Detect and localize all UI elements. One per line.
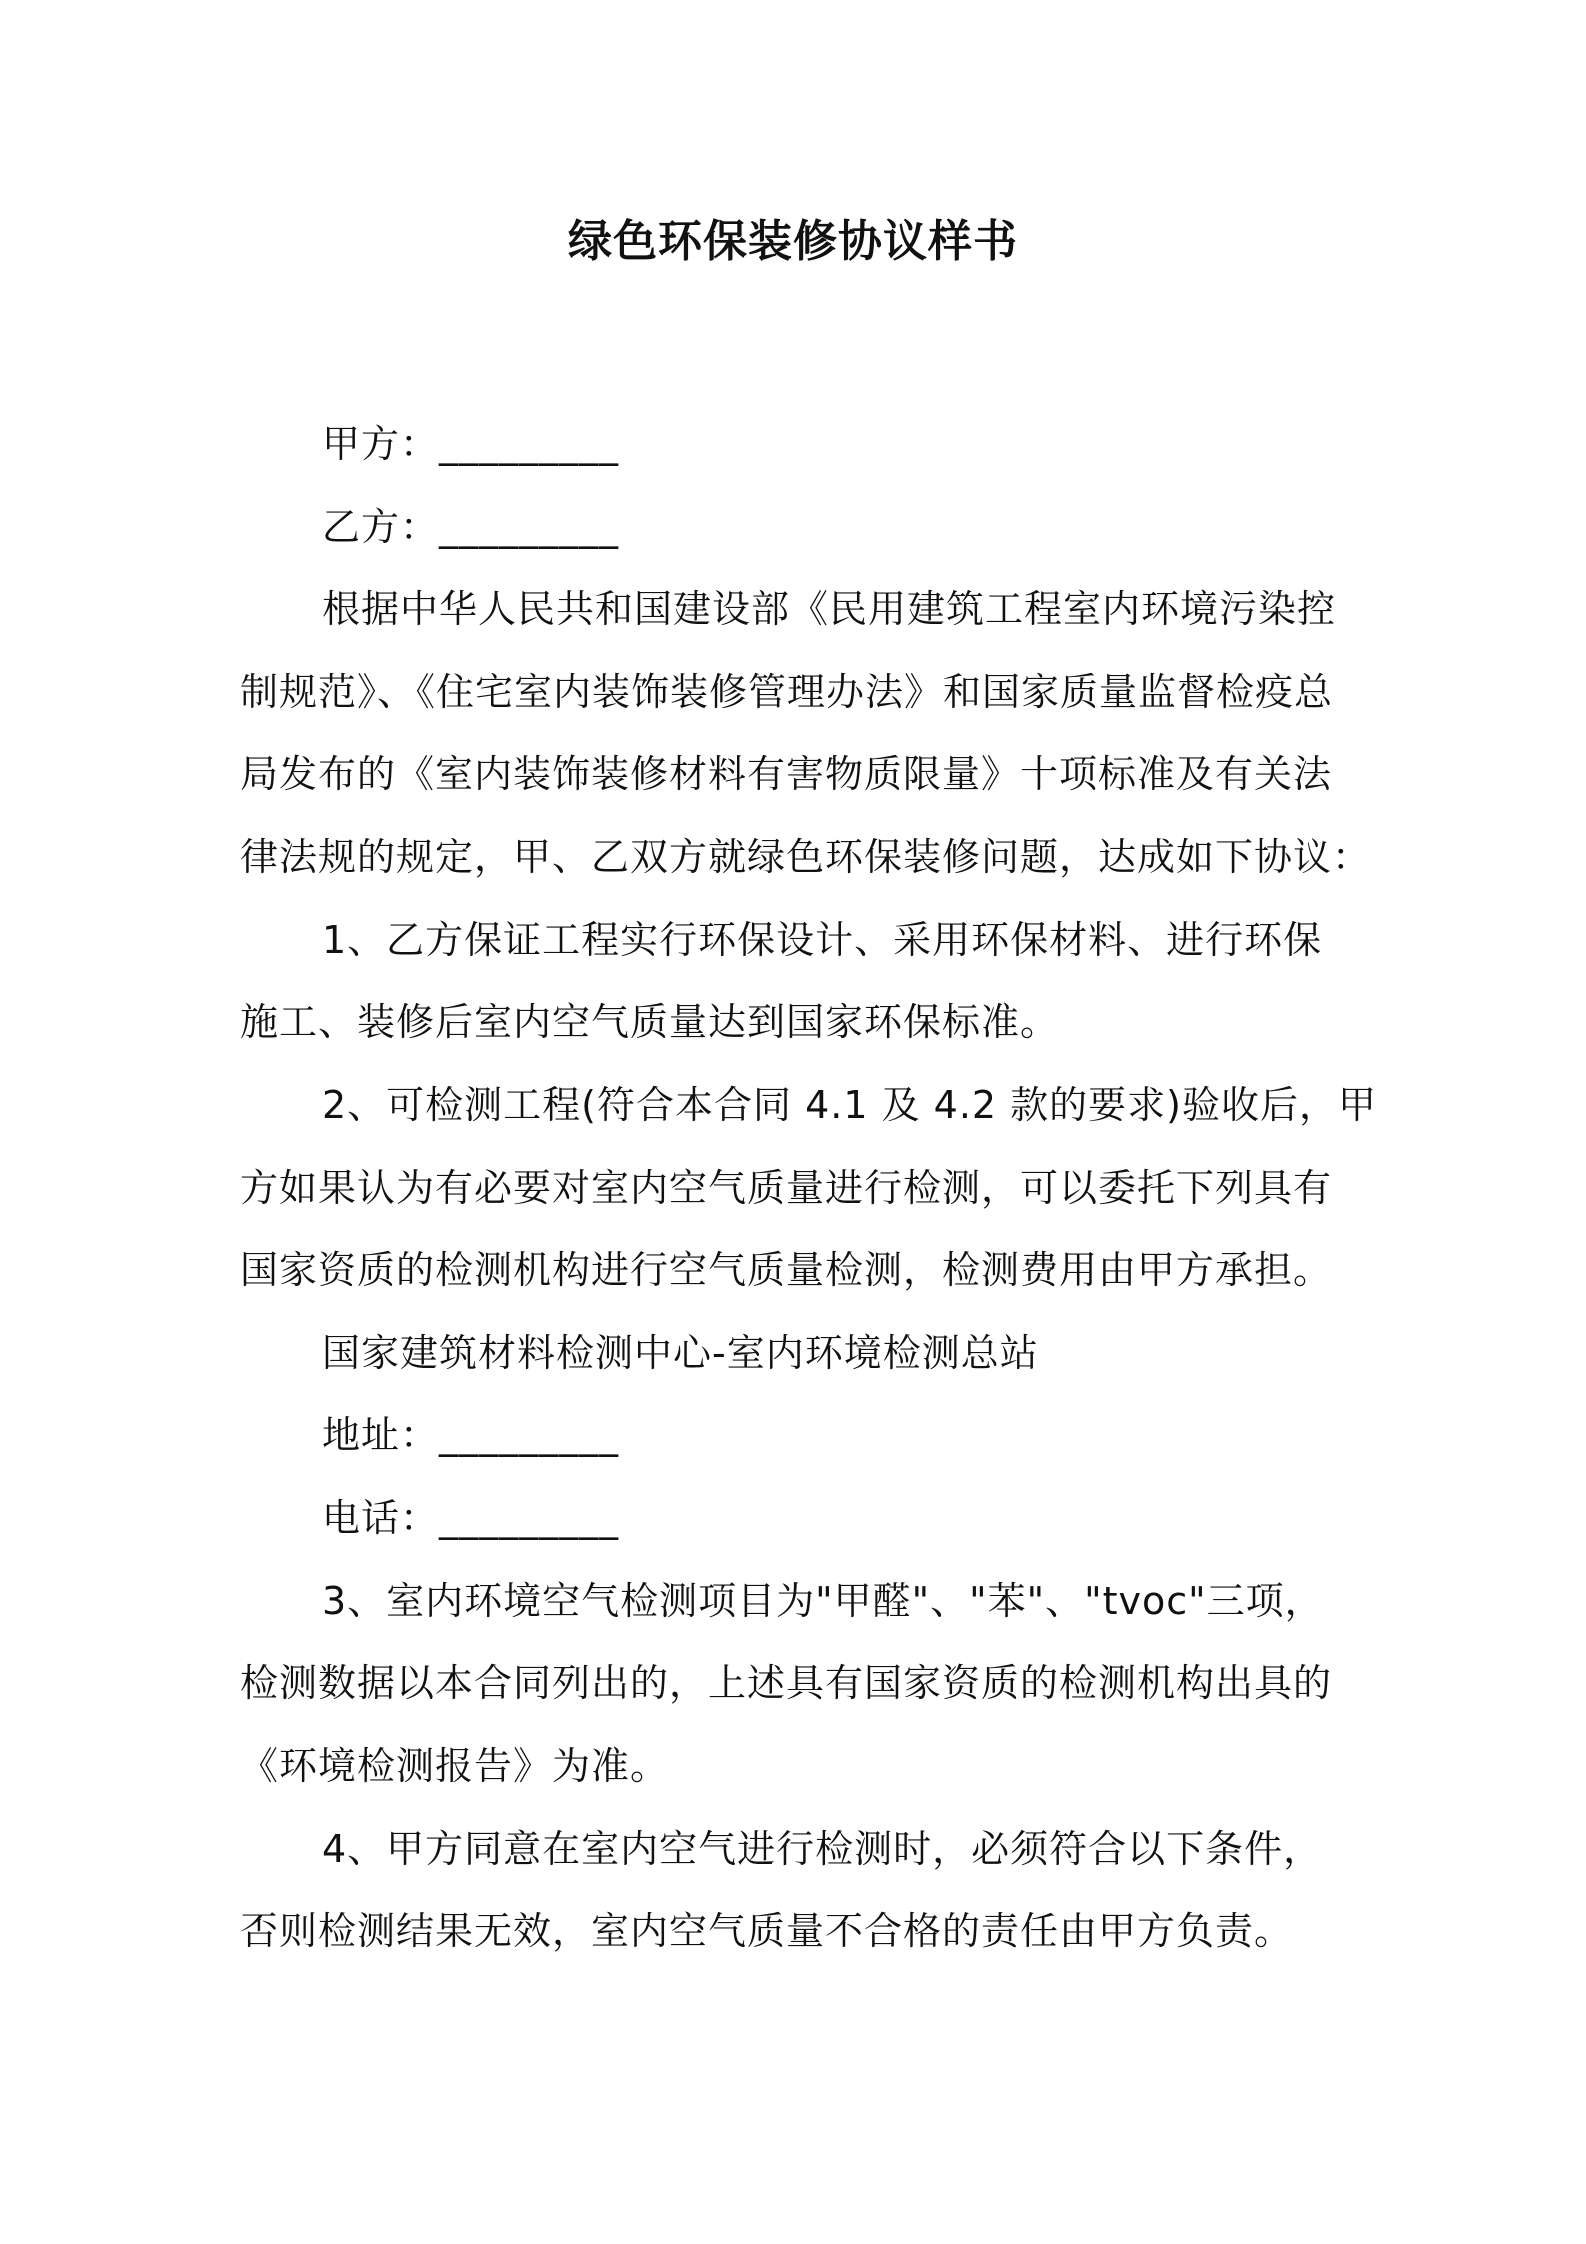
preamble-line-2: 制规范》、《住宅室内装饰装修管理办法》和国家质量监督检疫总 [240, 670, 1334, 714]
address-line: 地址：_________ [322, 1413, 620, 1457]
clause-4-line-1: 4、甲方同意在室内空气进行检测时，必须符合以下条件， [322, 1827, 1323, 1871]
clause-1-line-1: 1、乙方保证工程实行环保设计、采用环保材料、进行环保 [322, 918, 1323, 962]
party-b-line: 乙方：_________ [322, 505, 620, 549]
clause-2-line-3: 国家资质的检测机构进行空气质量检测，检测费用由甲方承担。 [240, 1248, 1333, 1292]
clause-3-line-1: 3、室内环境空气检测项目为"甲醛"、"苯"、"tvoc"三项， [322, 1579, 1324, 1623]
preamble-line-1: 根据中华人民共和国建设部《民用建筑工程室内环境污染控 [322, 587, 1337, 631]
preamble-line-3: 局发布的《室内装饰装修材料有害物质限量》十项标准及有关法 [240, 752, 1333, 796]
testing-center-name: 国家建筑材料检测中心-室内环境检测总站 [322, 1331, 1039, 1375]
clause-4-line-2: 否则检测结果无效，室内空气质量不合格的责任由甲方负责。 [240, 1909, 1294, 1953]
document-title: 绿色环保装修协议样书 [568, 216, 1018, 267]
preamble-line-4: 律法规的规定，甲、乙双方就绿色环保装修问题，达成如下协议： [240, 835, 1372, 879]
clause-1-line-2: 施工、装修后室内空气质量达到国家环保标准。 [240, 1000, 1060, 1044]
party-a-line: 甲方：_________ [322, 422, 620, 466]
clause-3-line-3: 《环境检测报告》为准。 [240, 1744, 670, 1788]
clause-2-line-1: 2、可检测工程(符合本合同 4.1 及 4.2 款的要求)验收后，甲 [322, 1083, 1378, 1127]
clause-3-line-2: 检测数据以本合同列出的，上述具有国家资质的检测机构出具的 [240, 1661, 1333, 1705]
phone-line: 电话：_________ [322, 1496, 620, 1540]
clause-2-line-2: 方如果认为有必要对室内空气质量进行检测，可以委托下列具有 [240, 1166, 1333, 1210]
